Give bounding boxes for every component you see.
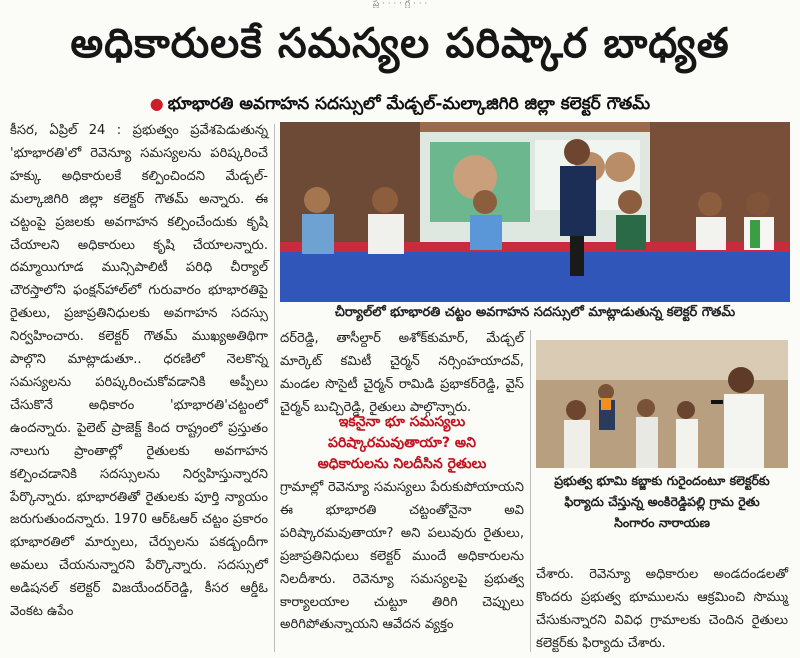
column1-text: కీసర, ఏప్రిల్ 24 : ప్రభుత్వం ప్రవేశపెడుతున్న 'భూభారతి'లో రెవెన్యూ సమస్యలను పరిష్కరించే హక్కు అధికారులకే కల్పించిందని మేడ్చల్-మల్కాజిగిరి జిల్లా కలెక్టర్ గౌతమ్ అన్నారు. ఈ చట్టంపై ప్రజలకు అవగాహన కల్పించేందుకు కృషి చేయాలని అధికారులు కృషి చేయాలన్నారు. దమ్మాయిగూడ మున్సిపాలిటీ పరిధి చీర్యాల్ చౌరస్తాలోని ఫంక్షన్‌హాల్‌లో గురువారం భూభారతిపై రైతులు, ప్రజాప్రతినిధులకు అవగాహన సదస్సు నిర్వహించారు. కలెక్టర్ గౌతమ్ ముఖ్యఅతిథిగా పాల్గొని మాట్లాడుతూ.. ధరణిలో నెలకొన్న సమస్యలను పరిష్కరించుకోవడానికి అప్పీలు చేసుకొనే అధికారం 'భూభారతి'చట్టంలో ఉందన్నారు. పైలెట్ ప్రాజెక్ట్ కింద రాష్ట్రంలో ప్రస్తుతం నాలుగు ప్రాంతాల్లో రైతులకు అవగాహన కల్పించడానికి సదస్సులను నిర్వహిస్తున్నారని పేర్కొన్నారు. భూభారతితో రైతులకు పూర్తి న్యాయం జరుగుతుందన్నారు. 1970 ఆర్ఓఆర్ చట్టం ప్రకారం భూభారతిలో మార్పులు, చేర్పులను పకడ్బందీగా అమలు చేయనున్నారని పేర్కొన్నారు. సదస్సులో అడిషనల్ కలెక్టర్ విజయేందర్‌రెడ్డి, కీసర ఆర్డీఓ వెంకట ఉపేం bbox=[10, 123, 268, 620]
pull-quote bbox=[282, 412, 522, 475]
photo2-caption-line1: ప్రభుత్వ భూమి కబ్జాకు గురైందంటూ కలెక్టర్‌కు bbox=[554, 473, 770, 488]
article-column-2 bbox=[280, 328, 524, 420]
photo2-caption-line2: ఫిర్యాదు చేస్తున్న అంకిరెడ్డిపల్లి గ్రామ రైతు bbox=[564, 494, 760, 509]
column-divider bbox=[274, 124, 275, 652]
article-column-2-continued bbox=[280, 477, 524, 637]
column-divider-2 bbox=[530, 330, 531, 652]
photo1-caption: చీర్యాల్‌లో భూభారతి చట్టం అవగాహన సదస్సులో మాట్లాడుతున్న కలెక్టర్ గౌతమ్ bbox=[334, 305, 736, 320]
pull-quote-line1: ఇకనైనా భూ సమస్యలు bbox=[338, 414, 466, 430]
previous-article-edge: ప్ర · · · · గ్ర · · · bbox=[372, 0, 428, 8]
headline: అధికారులకే సమస్యల పరిష్కార బాధ్యత bbox=[70, 19, 730, 67]
bullet-icon: ● bbox=[149, 94, 164, 113]
photo-farmer-complaint bbox=[536, 340, 788, 468]
subheadline bbox=[0, 91, 800, 117]
column2-text: దర్‌రెడ్డి, తాసీల్దార్ అశోక్‌కుమార్, మేడ్చల్ మార్కెట్ కమిటీ చైర్మన్ నర్సింహయాదవ్, మండల సొసైటీ చైర్మన్ రామిడి ప్రభాకర్‌రెడ్డి, వైస్ చైర్మన్ బుచ్చిరెడ్డి, రైతులు పాల్గొన్నారు. bbox=[280, 331, 524, 415]
article-column-1 bbox=[10, 120, 268, 624]
complaint-photo-illustration bbox=[536, 340, 788, 468]
photo2-caption bbox=[536, 470, 788, 533]
article-column-3 bbox=[536, 564, 788, 656]
subheadline-text: భూభారతి అవగాహన సదస్సులో మేడ్చల్-మల్కాజిగిరి జిల్లా కలెక్టర్ గౌతమ్ bbox=[167, 94, 651, 114]
event-photo-illustration bbox=[280, 122, 790, 302]
photo-collector-speaking bbox=[280, 122, 790, 302]
photo2-caption-line3: సింగారం నారాయణ bbox=[614, 515, 710, 530]
column3-text: చేశారు. రెవెన్యూ అధికారుల అండదండలతో కొందరు ప్రభుత్వ భూములను ఆక్రమించి సొమ్ము చేసుకున్నారని వివిధ గ్రామాలకు చెందిన రైతులు కలెక్టర్‌కు ఫిర్యాదు చేశారు. bbox=[536, 567, 788, 651]
pull-quote-line2: పరిష్కారమవుతాయా? అని bbox=[328, 435, 476, 451]
column2b-text: గ్రామాల్లో రెవెన్యూ సమస్యలు పేరుకుపోయాయని ఈ భూభారతి చట్టంతోనైనా అవి పరిష్కారమవుతాయా? అని పలువురు రైతులు, ప్రజాప్రతినిధులు కలెక్టర్ ముందే అధికారులను నిలదీశారు. రెవెన్యూ సమస్యలపై ప్రభుత్వ కార్యాలయాల చుట్టూ తిరిగి చెప్పులు అరిగిపోతున్నాయని ఆవేదన వ్యక్తం bbox=[280, 480, 524, 633]
pull-quote-line3: అధికారులను నిలదీసిన రైతులు bbox=[317, 456, 487, 472]
